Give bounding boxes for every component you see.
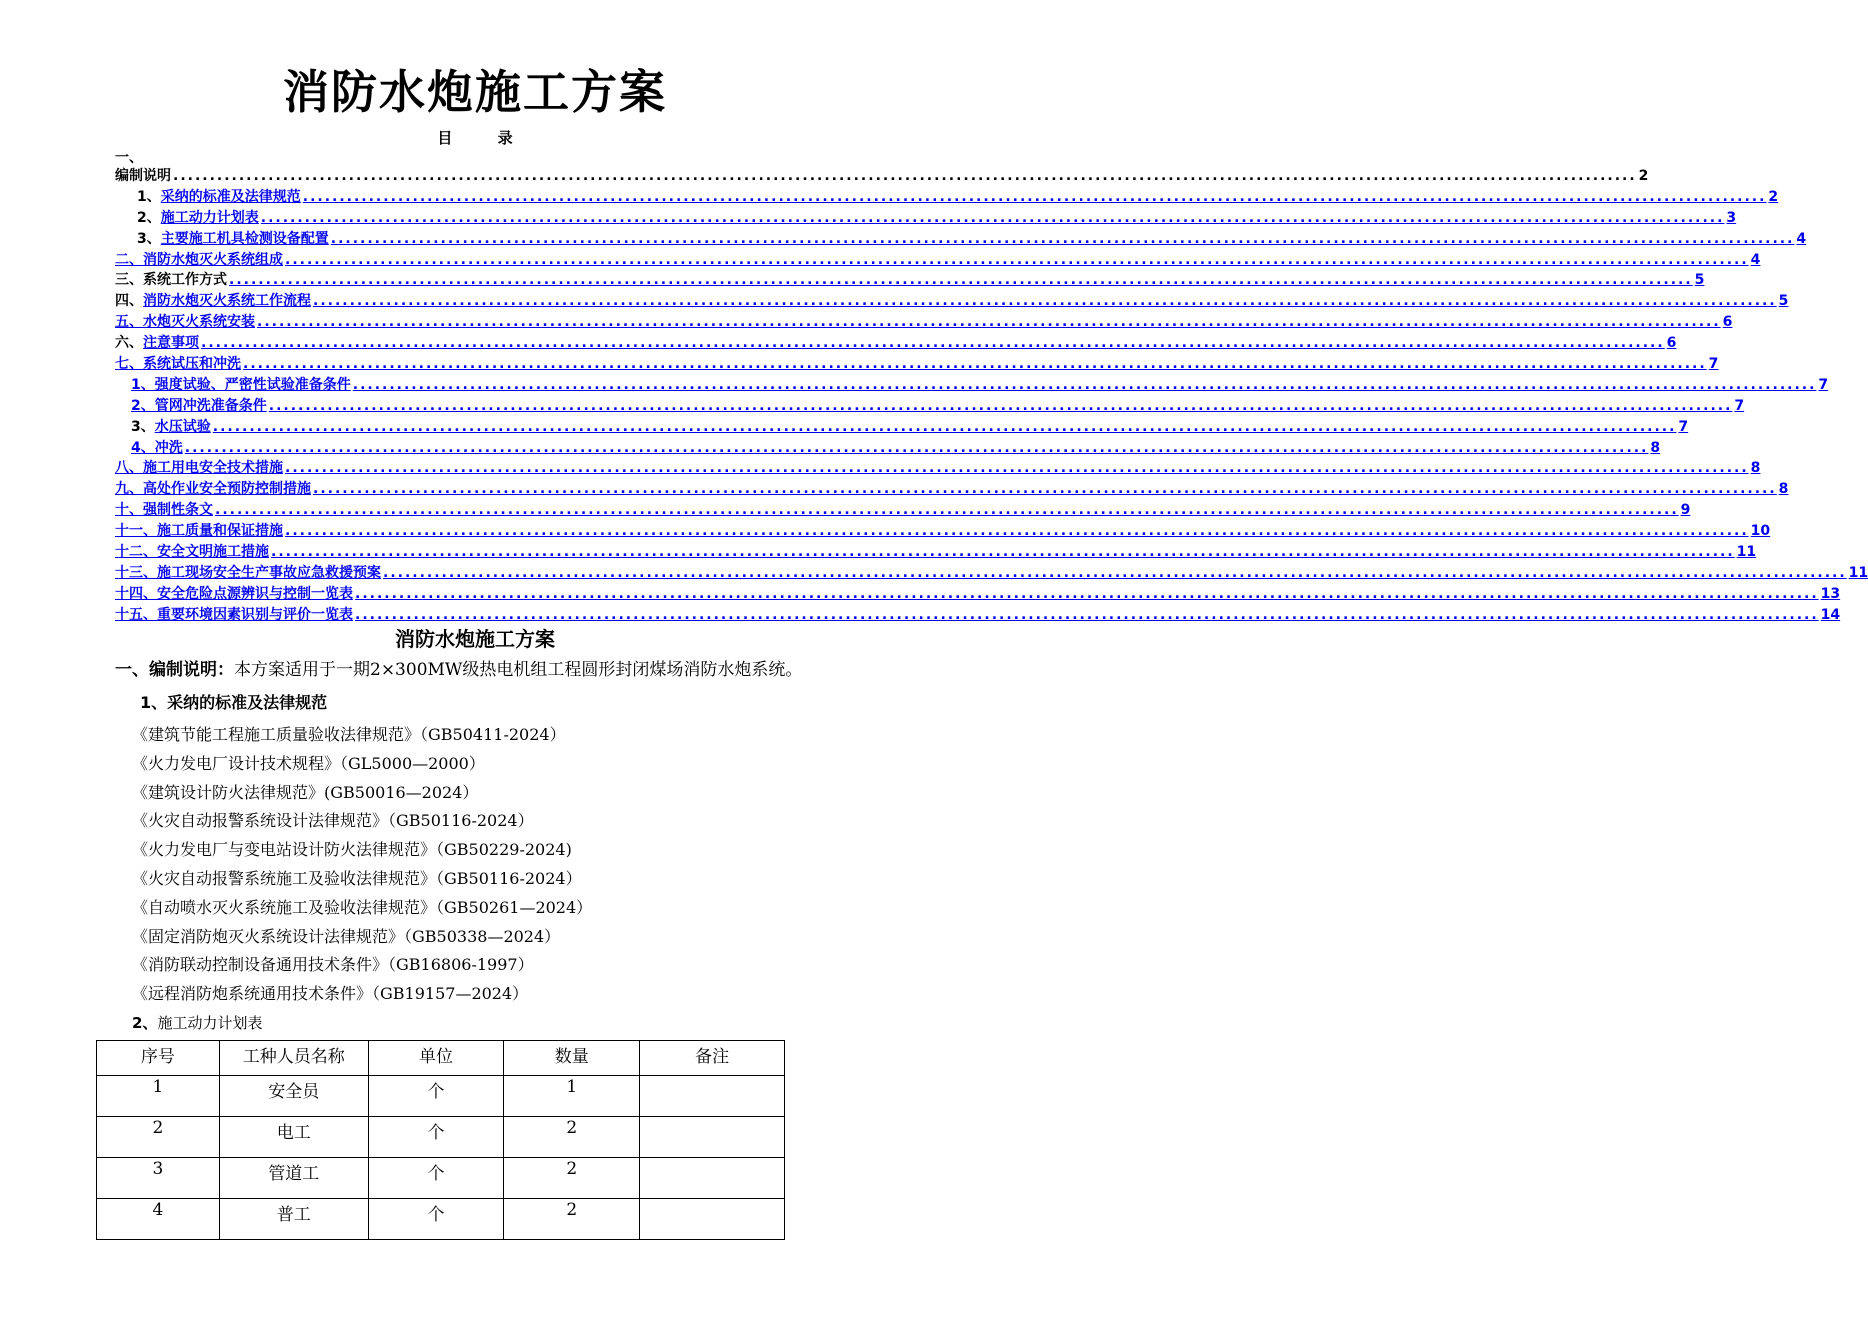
toc-page-number: 2	[1638, 168, 1649, 184]
toc-leader-dots: ........................................................................................................................................................................................................	[243, 356, 1707, 373]
toc-entry-label: 2、管网冲洗准备条件	[131, 397, 267, 414]
toc-entry-label: 1、强度试验、严密性试验准备条件	[131, 376, 351, 393]
standard-item: 《火力发电厂设计技术规程》（GL5000—2000）	[132, 753, 485, 773]
toc-entry[interactable]	[115, 500, 1691, 521]
toc-page-number: 4	[1750, 251, 1761, 268]
toc-leader-dots: ........................................................................................................................................................................................................	[330, 230, 1795, 247]
toc-entry-label: 十二、安全文明施工措施	[115, 544, 269, 561]
toc-entry[interactable]	[115, 312, 1733, 333]
toc-entry-number: 3、	[131, 418, 155, 435]
toc-prefix: 一、	[115, 150, 143, 166]
table-row	[97, 1117, 785, 1158]
plan-heading	[132, 1013, 262, 1033]
toc-entry-text: 施工动力计划表	[160, 209, 259, 226]
table-cell: 个	[368, 1076, 504, 1117]
toc-leader-dots: ........................................................................................................................................................................................................	[212, 418, 1677, 435]
toc-entry-number: 三、	[115, 272, 143, 289]
toc-leader-dots: ........................................................................................................................................................................................................	[260, 209, 1725, 226]
plan-heading-number: 2、	[132, 1014, 158, 1032]
toc-page-number: 8	[1750, 460, 1761, 477]
toc-page-number: 7	[1678, 418, 1689, 435]
document-title: 消防水炮施工方案	[283, 65, 667, 119]
toc-page-number: 7	[1708, 356, 1719, 373]
toc-leader-dots: ........................................................................................................................................................................................................	[229, 272, 1693, 289]
toc-entry[interactable]	[115, 291, 1789, 312]
toc-page-number: 6	[1666, 335, 1677, 352]
toc-entry-label: 二、消防水炮灭火系统组成	[115, 251, 283, 268]
toc-entry-label	[137, 229, 329, 250]
toc-entry-number: 六、	[115, 335, 143, 352]
toc-entry-label: 九、高处作业安全预防控制措施	[115, 481, 311, 498]
standard-item: 《火灾自动报警系统设计法律规范》（GB50116-2024）	[132, 811, 534, 831]
table-header-cell: 单位	[368, 1041, 504, 1076]
toc-entry[interactable]	[115, 605, 1841, 626]
table-row	[97, 1158, 785, 1199]
table-cell: 2	[97, 1117, 220, 1158]
standard-item: 《建筑设计防火法律规范》(GB50016—2024）	[132, 782, 479, 802]
toc-entry[interactable]	[115, 354, 1719, 375]
toc-entry-number: 3、	[137, 230, 161, 247]
toc-entry[interactable]	[115, 229, 1807, 250]
toc-entry[interactable]	[115, 479, 1789, 500]
toc-leader-dots: ........................................................................................................................................................................................................	[313, 481, 1777, 498]
toc-page-number: 10	[1750, 523, 1771, 540]
toc-page-number: 7	[1818, 376, 1829, 393]
toc-entry-label	[115, 291, 311, 312]
table-cell: 管道工	[219, 1158, 368, 1199]
toc-entry	[115, 166, 1649, 187]
toc-entry[interactable]	[115, 187, 1779, 208]
toc-entry-number: 2、	[137, 209, 161, 226]
toc-leader-dots: ........................................................................................................................................................................................................	[184, 439, 1649, 456]
standard-item: 《固定消防炮灭火系统设计法律规范》（GB50338—2024）	[132, 926, 561, 946]
toc-entry-text: 主要施工机具检测设备配置	[160, 230, 329, 247]
toc-entry-text: 注意事项	[143, 335, 199, 352]
toc-page-number: 3	[1726, 209, 1737, 226]
section1-text: 本方案适用于一期2×300MW级热电机组工程圆形封闭煤场消防水炮系统。	[234, 660, 803, 680]
labor-plan-table	[96, 1040, 785, 1240]
table-cell: 4	[97, 1199, 220, 1240]
standard-item: 《火灾自动报警系统施工及验收法律规范》（GB50116-2024）	[132, 869, 582, 888]
table-cell: 个	[368, 1117, 504, 1158]
toc-entry[interactable]	[115, 417, 1689, 438]
toc-page-number: 9	[1680, 502, 1691, 519]
toc-entry[interactable]	[115, 250, 1761, 271]
standard-item: 《消防联动控制设备通用技术条件》（GB16806-1997）	[132, 955, 534, 975]
table-cell	[640, 1199, 785, 1240]
toc-leader-dots: ........................................................................................................................................................................................................	[313, 293, 1777, 310]
standard-item: 《建筑节能工程施工质量验收法律规范》（GB50411-2024）	[132, 725, 566, 744]
toc-entry-text: 消防水炮灭火系统工作流程	[143, 293, 311, 310]
toc-leader-dots: ........................................................................................................................................................................................................	[173, 168, 1637, 184]
toc-entry[interactable]	[115, 396, 1745, 417]
table-cell: 3	[97, 1158, 220, 1199]
table-row	[97, 1199, 785, 1240]
toc-entry-label: 十五、重要环境因素识别与评价一览表	[115, 606, 353, 623]
toc-entry-label: 七、系统试压和冲洗	[115, 356, 241, 373]
table-cell	[640, 1158, 785, 1199]
toc-leader-dots: ........................................................................................................................................................................................................	[383, 564, 1847, 581]
toc-leader-dots: ........................................................................................................................................................................................................	[201, 335, 1665, 352]
toc-entry-label	[137, 187, 301, 208]
toc-entry-label: 五、水炮灭火系统安装	[115, 314, 255, 331]
toc-page-number: 5	[1778, 293, 1789, 310]
toc-entry-label	[131, 417, 211, 438]
toc-page-number: 5	[1694, 272, 1705, 289]
toc-entry[interactable]	[115, 542, 1757, 563]
toc-entry-label: 4、冲洗	[131, 439, 183, 456]
toc-entry-label: 十三、施工现场安全生产事故应急救援预案	[115, 564, 381, 581]
toc-entry[interactable]	[115, 438, 1661, 459]
standard-item: 《火力发电厂与变电站设计防火法律规范》（GB50229-2024)	[132, 840, 572, 860]
plan-heading-text: 施工动力计划表	[157, 1014, 263, 1032]
toc-entry-text: 水压试验	[154, 418, 211, 435]
toc-entry[interactable]	[115, 458, 1761, 479]
toc-heading: 目 录	[437, 129, 513, 147]
toc-leader-dots: ........................................................................................................................................................................................................	[355, 606, 1819, 623]
toc-leader-dots: ........................................................................................................................................................................................................	[285, 460, 1749, 477]
toc-entry-label: 八、施工用电安全技术措施	[115, 460, 283, 477]
toc-entry[interactable]	[115, 521, 1771, 542]
toc-leader-dots: ........................................................................................................................................................................................................	[257, 314, 1721, 331]
toc-entry-label: 十一、施工质量和保证措施	[115, 523, 283, 540]
toc-leader-dots: ........................................................................................................................................................................................................	[268, 397, 1733, 414]
section1-label: 一、编制说明：	[115, 660, 234, 680]
table-header-cell: 数量	[504, 1041, 640, 1076]
toc-page-number: 13	[1820, 585, 1841, 602]
toc-leader-dots: ........................................................................................................................................................................................................	[285, 523, 1749, 540]
toc-leader-dots: ........................................................................................................................................................................................................	[215, 502, 1679, 519]
table-cell: 电工	[219, 1117, 368, 1158]
table-cell	[640, 1076, 785, 1117]
table-cell: 1	[504, 1076, 640, 1117]
toc-entry[interactable]	[115, 333, 1677, 354]
toc-entry-label: 十、强制性条文	[115, 502, 213, 519]
standards-heading: 1、采纳的标准及法律规范	[140, 693, 328, 712]
toc-page-number: 8	[1650, 439, 1661, 456]
toc-entry[interactable]	[115, 375, 1829, 396]
toc-page-number: 7	[1734, 397, 1745, 414]
table-header-row	[97, 1041, 785, 1076]
toc-entry-text: 系统工作方式	[143, 272, 227, 289]
standard-item: 《自动喷水灭火系统施工及验收法律规范》（GB50261—2024）	[132, 897, 593, 917]
toc-entry-label: 十四、安全危险点源辨识与控制一览表	[115, 585, 353, 602]
toc-leader-dots: ........................................................................................................................................................................................................	[271, 544, 1735, 561]
toc-entry-label	[115, 270, 227, 291]
table-cell	[640, 1117, 785, 1158]
toc-page-number: 11	[1848, 564, 1868, 581]
table-cell: 2	[504, 1158, 640, 1199]
toc-leader-dots: ........................................................................................................................................................................................................	[355, 585, 1819, 602]
table-header-cell: 序号	[97, 1041, 220, 1076]
toc-page-number: 8	[1778, 481, 1789, 498]
toc-entry-label	[115, 333, 199, 354]
toc-page-number: 4	[1796, 230, 1807, 247]
toc-page-number: 11	[1736, 544, 1757, 561]
toc-page-number: 6	[1722, 314, 1733, 331]
table-cell: 安全员	[219, 1076, 368, 1117]
toc-entry-label	[137, 208, 259, 229]
table-cell: 1	[97, 1076, 220, 1117]
section1-paragraph	[115, 658, 802, 682]
toc-leader-dots: ........................................................................................................................................................................................................	[285, 251, 1749, 268]
section-title: 消防水炮施工方案	[395, 627, 555, 651]
toc-page-number: 2	[1768, 188, 1779, 205]
table-of-contents	[115, 166, 1868, 626]
toc-entry[interactable]	[115, 584, 1841, 605]
toc-leader-dots: ........................................................................................................................................................................................................	[302, 188, 1767, 205]
table-row	[97, 1076, 785, 1117]
table-cell: 2	[504, 1117, 640, 1158]
table-cell: 个	[368, 1158, 504, 1199]
table-header-cell: 备注	[640, 1041, 785, 1076]
table-cell: 个	[368, 1199, 504, 1240]
toc-entry-text: 采纳的标准及法律规范	[160, 188, 301, 205]
toc-leader-dots: ........................................................................................................................................................................................................	[352, 376, 1817, 393]
toc-entry[interactable]	[115, 270, 1705, 291]
toc-page-number: 14	[1820, 606, 1841, 623]
table-cell: 2	[504, 1199, 640, 1240]
table-header-cell: 工种人员名称	[219, 1041, 368, 1076]
toc-entry[interactable]	[115, 563, 1868, 584]
toc-entry-label: 编制说明	[115, 168, 171, 184]
toc-entry-number: 四、	[115, 293, 143, 310]
toc-entry[interactable]	[115, 208, 1737, 229]
table-cell: 普工	[219, 1199, 368, 1240]
toc-entry-number: 1、	[137, 188, 161, 205]
standard-item: 《远程消防炮系统通用技术条件》（GB19157—2024）	[132, 984, 529, 1004]
